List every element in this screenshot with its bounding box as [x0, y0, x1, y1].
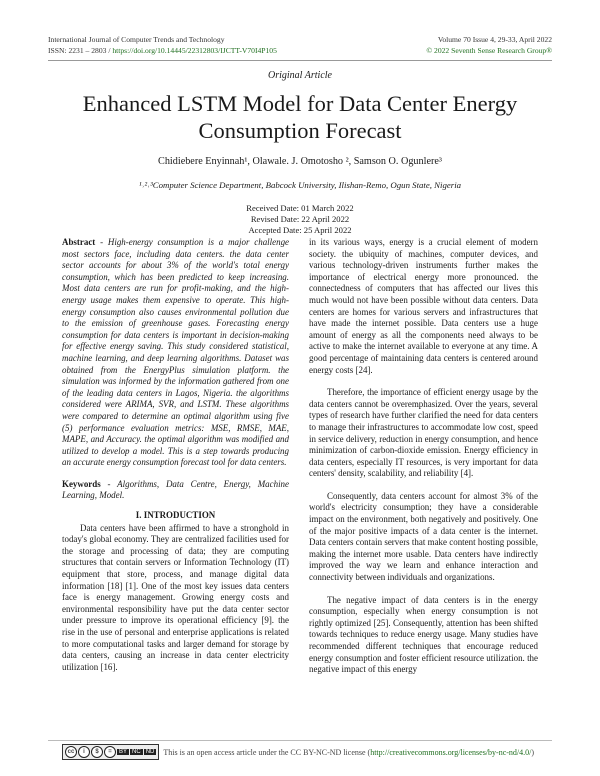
badge-nd: ND: [145, 749, 155, 755]
revised-date: Revised Date: 22 April 2022: [250, 214, 350, 224]
cc-license-badge[interactable]: [62, 744, 159, 760]
running-header-left: [48, 34, 277, 56]
issn-line: [48, 45, 277, 56]
copyright-notice: © 2022 Seventh Sense Research Group®: [426, 46, 552, 55]
intro-paragraph-5: The negative impact of data centers is in the energy consumption, especially when energy consumption is not rightly optimized [25]. Consequently, attention has been shifted towards techniques to reduce energy usage. Many studies have recommended different techniques that encourage reduced energy consumption and foster efficient resource utilization. the negative impact of this energy: [309, 594, 538, 675]
journal-name: International Journal of Computer Trends and Technology: [48, 35, 225, 44]
header-divider: [48, 60, 552, 61]
keywords-text: - Algorithms, Data Centre, Energy, Machine Learning, Model.: [62, 478, 289, 501]
license-text: This is an open access article under the CC BY-NC-ND license (http://creativecommons.org/licenses/by-nc-nd/4.0/): [163, 747, 535, 757]
license-link[interactable]: http://creativecommons.org/licenses/by-nc-nd/4.0/: [370, 747, 532, 757]
running-header-right: [426, 34, 552, 56]
intro-paragraph-1: Data centers have been affirmed to have a stronghold in today's global economy. They are centralized facilities used for the storage and processing of data; they are computing structures that contain servers or Information Technology (IT) equipment that store, process, and manage digital data information [18] [1]. One of the most key issues data centers face is energy management. Growing energy costs and environmental responsibility have put the data center sector under pressure to improve its operational efficiency [9]. the rise in the use of personal and enterprise applications is related to more computational tasks and larger demand for storage by data centers, causing an increase in data center electricity utilization [16].: [62, 522, 289, 672]
issn: ISSN: 2231 – 2803 /: [48, 46, 113, 55]
volume-info: Volume 70 Issue 4, 29-33, April 2022: [437, 35, 552, 44]
intro-paragraph-4: Consequently, data centers account for almost 3% of the world's electricity consumption; they have a considerable impact on the environment, both negatively and positively. One of the major positive impacts of a data center is the internet. Data centers contain servers that make content hosting possible, making the internet more usable. Data centers have indirectly improved the way we learn and enhance interaction and connectivity between individuals and organizations.: [309, 490, 538, 583]
accepted-date: Accepted Date: 25 April 2022: [248, 225, 352, 235]
article-type: Original Article: [268, 70, 332, 81]
badge-by: BY: [119, 749, 128, 755]
intro-paragraph-3: Therefore, the importance of efficient energy usage by the data centers cannot be overemphasized. Over the years, several types of research have further clarified the need for data centers to manage their infrastructures to accommodate low cost, speed in service delivery, reduction in energy consumption, and hence minimization of carbon-dioxide emission. Energy efficiency in data centers, especially IT resources, is very important for data centers' density, scalability, and reliability [4].: [309, 387, 538, 479]
footer-divider: [48, 740, 552, 741]
paper-title: Enhanced LSTM Model for Data Center Energy Consumption Forecast: [82, 91, 518, 143]
right-column: [309, 237, 538, 676]
cc-icon: cc: [65, 746, 77, 758]
keywords-label: Keywords: [62, 478, 101, 489]
article-dates: [0, 203, 600, 236]
keywords: [62, 479, 289, 502]
badge-nc: NC: [132, 749, 141, 755]
by-icon: i: [78, 746, 90, 758]
nc-icon: $: [91, 746, 103, 758]
license-footer: [62, 744, 534, 760]
received-date: Received Date: 01 March 2022: [246, 203, 354, 213]
doi-link[interactable]: https://doi.org/10.14445/22312803/IJCTT-V70I4P105: [112, 46, 277, 55]
abstract: [62, 237, 289, 469]
affiliation: ¹˒²˒³Computer Science Department, Babcock University, Ilishan-Remo, Ogun State, Nigeria: [138, 180, 462, 190]
author-list: Chidiebere Enyinnah¹, Olawale. J. Omotosho ², Samson O. Ogunlere³: [158, 156, 442, 167]
left-column: [62, 237, 289, 673]
abstract-label: Abstract: [62, 237, 96, 247]
abstract-text: - High-energy consumption is a major challenge most sectors face, including data centers. the data center sector accounts for about 3% of the world's total energy consumption, which has been predicted to keep increasing. Most data centers are run for profit-making, and the high-energy usage makes them expensive to operate. This high-energy consumption also causes environmental pollution due to the emission of greenhouse gases. Forecasting energy consumption for data centers is important in decision-making for effective energy saving. This study considered statistical, machine learning, and deep learning algorithms. Dataset was obtained from the EnergyPlus simulation platform. the simulation was informed by the information gathered from one of the leading data centers in Lagos, Nigeria. the algorithms considered were ARIMA, SVR, and LSTM. These algorithms were compared to determine an optimal algorithm using five (5) performance evaluation metrics: MSE, RMSE, MAE, MAPE, and Accuracy. the optimal algorithm was modified and utilized to develop a model. This is a step towards producing an accurate energy consumption forecast tool for data centers.: [62, 237, 289, 468]
section-heading-introduction: I. INTRODUCTION: [135, 510, 216, 521]
intro-paragraph-2: in its various ways, energy is a crucial element of modern society. the ubiquity of machines, computer devices, and various technology-driven instruments further makes the importance of electrical energy more pronounced. the connectedness of computers that has affected our lives this much would not have been possible without data centers. Data centers are homes for various servers and infrastructures that have made the internet possible. Data centers use a huge amount of energy as all the components need always to be active to make the internet available to everyone at any time. A good percentage of maintaining data centers is centered around energy costs [24].: [309, 237, 538, 375]
nd-icon: =: [104, 746, 116, 758]
